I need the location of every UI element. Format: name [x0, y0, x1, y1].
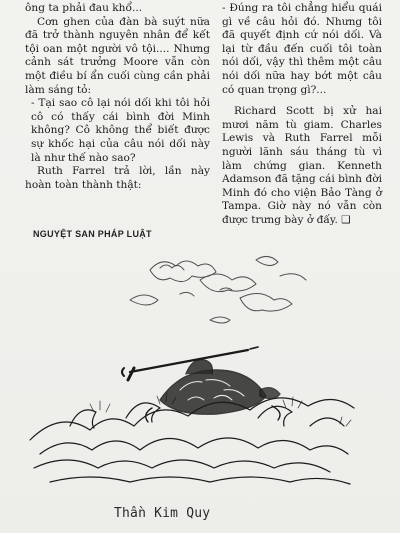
article-left-column: [25, 2, 210, 192]
turtle-illustration: [10, 240, 390, 500]
paragraph-4: Ruth Farrel trả lời, lần này hoàn toàn thành thật:: [25, 165, 210, 191]
paragraph-6: Richard Scott bị xử hai mươi năm tù giam. Charles Lewis và Ruth Farrel mỗi người lãnh sáu tháng tù vì làm chứng gian. Kenneth Adamson đã tặng cái bình đời Minh đó cho viện Bảo Tàng ở Tampa. Giờ này nó vẫn còn được trưng bày ở đấy. ❑: [222, 105, 382, 226]
turtle: [146, 360, 280, 422]
article-right-column: [222, 2, 382, 228]
paragraph-1: ông ta phải đau khổ...: [25, 2, 143, 14]
paragraph-2: Cơn ghen của đàn bà suýt nữa đã trở thành nguyên nhân để kết tội oan một người vô tội.... Nhưng cảnh sát trưởng Moore vẫn còn một điều bí ẩn cuối cùng cần phải làm sáng tỏ:: [25, 15, 210, 96]
source-credit: NGUYỆT SAN PHÁP LUẬT: [33, 229, 152, 239]
paragraph-5: - Đúng ra tôi chẳng hiểu quái gì về câu hỏi đó. Nhưng tôi đã quyết định cứ nói dối. Và lại từ đầu đến cuối tôi toàn nói dối, vậy thì thêm một câu nói dối nữa hay bớt một câu có quan trọng gì?...: [222, 2, 382, 96]
cloud-swirls: [130, 256, 306, 323]
paragraph-3: - Tại sao cô lại nói dối khi tôi hỏi cô có thấy cái bình đời Minh không? Cô không thể biết được sự khốc hại của câu nói dối này là như thế nào sao?: [31, 97, 210, 164]
illustration-caption: Thần Kim Quy: [114, 506, 211, 521]
